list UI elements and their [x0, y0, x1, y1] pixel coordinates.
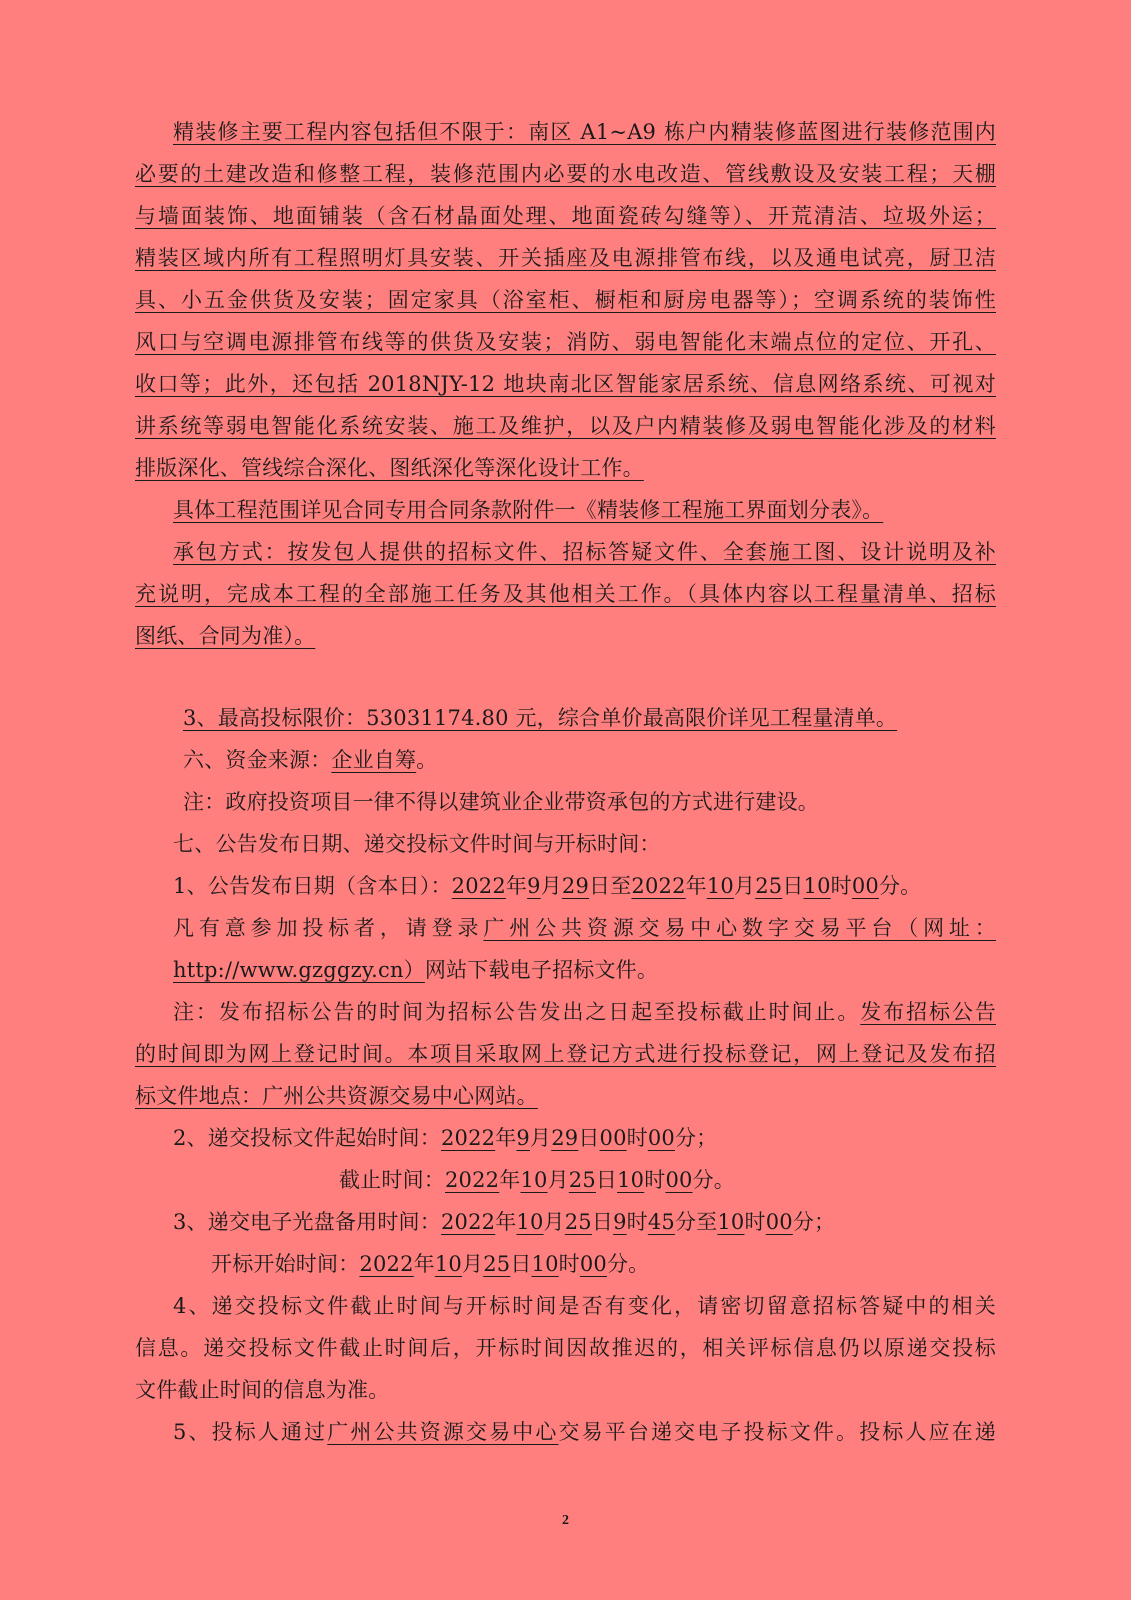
- text-line: 具、小五金供货及安装；固定家具（浴室柜、橱柜和厨房电器等）；空调系统的装饰性: [135, 288, 996, 312]
- text-segment: 时: [626, 1126, 648, 1150]
- date-value: 10: [706, 874, 734, 898]
- text-segment: 截止时间：: [339, 1168, 445, 1192]
- text-line: [173, 914, 996, 942]
- text-line: 信息。递交投标文件截止时间后，开标时间因故推迟的，相关评标信息仍以原递交投标: [135, 1336, 996, 1360]
- bid-opening-time-line: [211, 1250, 649, 1278]
- text-segment: 年: [413, 1252, 435, 1276]
- date-value: 25: [755, 874, 783, 898]
- text-segment: 年: [505, 874, 528, 898]
- text-segment: 网站下载电子招标文件。: [424, 958, 659, 982]
- text-segment: 5、投标人通过: [173, 1420, 328, 1444]
- text-segment: 日: [578, 1126, 600, 1150]
- date-value: 00: [665, 1168, 693, 1192]
- text-segment: 分；: [792, 1210, 836, 1234]
- text-line: 标文件地点：广州公共资源交易中心网站。: [135, 1084, 538, 1108]
- text-segment: 月: [461, 1252, 484, 1276]
- text-line: 文件截止时间的信息为准。: [135, 1378, 390, 1402]
- text-line: 必要的土建改造和修整工程，装修范围内必要的水电改造、管线敷设及安装工程；天棚: [135, 162, 996, 186]
- text-segment: 年: [495, 1210, 517, 1234]
- date-value: 10: [803, 874, 831, 898]
- date-value: 00: [579, 1252, 607, 1276]
- date-value: 2022: [445, 1168, 500, 1192]
- text-segment: 时: [830, 874, 852, 898]
- text-line: 具体工程范围详见合同专用合同条款附件一《精装修工程施工界面划分表》。: [173, 498, 884, 522]
- date-value: 00: [599, 1126, 627, 1150]
- max-bid-price-line: 3、最高投标限价：53031174.80 元，综合单价最高限价详见工程量清单。: [183, 706, 898, 730]
- text-line: 精装区域内所有工程照明灯具安装、开关插座及电源排管布线，以及通电试亮，厨卫洁: [135, 246, 996, 270]
- date-value: 2022: [440, 1126, 496, 1150]
- funding-source-value: 企业自筹: [331, 748, 417, 772]
- date-value: 10: [520, 1168, 548, 1192]
- text-line: 排版深化、管线综合深化、图纸深化等深化设计工作。: [135, 456, 644, 480]
- date-value: 10: [717, 1210, 745, 1234]
- text-segment: 1、公告发布日期（含本日）：: [173, 874, 452, 898]
- text-segment: 时: [626, 1210, 648, 1234]
- text-line: 与墙面装饰、地面铺装（含石材晶面处理、地面瓷砖勾缝等）、开荒清洁、垃圾外运；: [135, 204, 996, 228]
- date-value: 25: [568, 1168, 596, 1192]
- text-segment: 注：发布招标公告的时间为招标公告发出之日起至投标截止时间止。: [173, 1000, 861, 1024]
- funding-source-line: [183, 746, 437, 774]
- date-value: 00: [765, 1210, 793, 1234]
- text-line: 承包方式：按发包人提供的招标文件、招标答疑文件、全套施工图、设计说明及补: [173, 540, 996, 564]
- text-line: 风口与空调电源排管布线等的供货及安装；消防、弱电智能化末端点位的定位、开孔、: [135, 330, 996, 354]
- note-line: 注：政府投资项目一律不得以建筑业企业带资承包的方式进行建设。: [183, 790, 819, 814]
- submission-start-line: [173, 1124, 717, 1152]
- date-value: 45: [647, 1210, 675, 1234]
- date-value: 00: [851, 874, 879, 898]
- text-segment: 月: [540, 874, 562, 898]
- date-value: 10: [617, 1168, 645, 1192]
- text-segment: 日: [510, 1252, 532, 1276]
- text-segment: 月: [529, 1126, 552, 1150]
- text-line: [173, 998, 996, 1026]
- date-value: 9: [527, 874, 541, 898]
- date-value: 10: [516, 1210, 544, 1234]
- date-value: 2022: [440, 1210, 496, 1234]
- date-value: 00: [647, 1126, 675, 1150]
- date-value: 25: [564, 1210, 592, 1234]
- text-segment: 分。: [606, 1252, 650, 1276]
- text-line: 充说明，完成本工程的全部施工任务及其他相关工作。（具体内容以工程量清单、招标: [135, 582, 996, 606]
- website-link[interactable]: http://www.gzggzy.cn）: [173, 958, 425, 982]
- date-value: 2022: [359, 1252, 414, 1276]
- text-segment: 分；: [674, 1126, 718, 1150]
- text-segment: 分。: [692, 1168, 735, 1192]
- text-line: [173, 956, 658, 984]
- text-segment: 发布招标公告: [860, 1000, 997, 1024]
- date-value: 25: [483, 1252, 511, 1276]
- page-number: 2: [562, 1513, 569, 1528]
- text-segment: 月: [547, 1168, 569, 1192]
- text-segment: 分至: [674, 1210, 718, 1234]
- text-segment: 3、递交电子光盘备用时间：: [173, 1210, 441, 1234]
- funding-source-label: 六、资金来源：: [183, 748, 332, 772]
- text-segment: 2、递交投标文件起始时间：: [173, 1126, 441, 1150]
- text-line: 图纸、合同为准）。: [135, 624, 316, 648]
- submission-deadline-line: [339, 1166, 735, 1194]
- text-segment: 日: [595, 1168, 618, 1192]
- section-heading: 七、公告发布日期、递交投标文件时间与开标时间：: [173, 832, 661, 856]
- date-value: 29: [561, 874, 590, 898]
- date-value: 10: [434, 1252, 462, 1276]
- cd-backup-time-line: [173, 1208, 835, 1236]
- punctuation: 。: [416, 748, 438, 772]
- date-value: 9: [516, 1126, 530, 1150]
- date-value: 29: [551, 1126, 579, 1150]
- text-segment: 年: [499, 1168, 521, 1192]
- date-value: 2022: [631, 874, 686, 898]
- text-segment: 日至: [589, 874, 632, 898]
- date-value: 2022: [451, 874, 506, 898]
- text-segment: 年: [685, 874, 707, 898]
- text-segment: 开标开始时间：: [211, 1252, 360, 1276]
- text-segment: 广州公共资源交易中心: [327, 1420, 559, 1444]
- text-segment: 时: [744, 1210, 766, 1234]
- text-segment: 时: [558, 1252, 580, 1276]
- text-segment: 年: [495, 1126, 517, 1150]
- text-segment: 日: [591, 1210, 614, 1234]
- text-line: 讲系统等弱电智能化系统安装、施工及维护，以及户内精装修及弱电智能化涉及的材料: [135, 414, 996, 438]
- text-line: [173, 1418, 996, 1446]
- text-segment: 月: [543, 1210, 565, 1234]
- text-line: 收口等；此外，还包括 2018NJY-12 地块南北区智能家居系统、信息网络系统、可视对: [135, 372, 996, 396]
- text-segment: 分。: [878, 874, 922, 898]
- text-segment: 凡有意参加投标者，请登录: [173, 916, 484, 940]
- text-segment: 时: [644, 1168, 666, 1192]
- date-value: 9: [613, 1210, 627, 1234]
- platform-name: 广州公共资源交易中心数字交易平台（网址：: [483, 916, 996, 940]
- text-segment: 月: [734, 874, 756, 898]
- text-segment: 日: [782, 874, 804, 898]
- text-segment: 交易平台递交电子投标文件。投标人应在递: [558, 1420, 996, 1444]
- date-value: 10: [531, 1252, 559, 1276]
- text-line: 精装修主要工程内容包括但不限于：南区 A1~A9 栋户内精装修蓝图进行装修范围内: [173, 120, 996, 144]
- text-line: 的时间即为网上登记时间。本项目采取网上登记方式进行投标登记，网上登记及发布招: [135, 1042, 996, 1066]
- announcement-date-line: [173, 872, 921, 900]
- text-line: 4、递交投标文件截止时间与开标时间是否有变化，请密切留意招标答疑中的相关: [173, 1294, 996, 1318]
